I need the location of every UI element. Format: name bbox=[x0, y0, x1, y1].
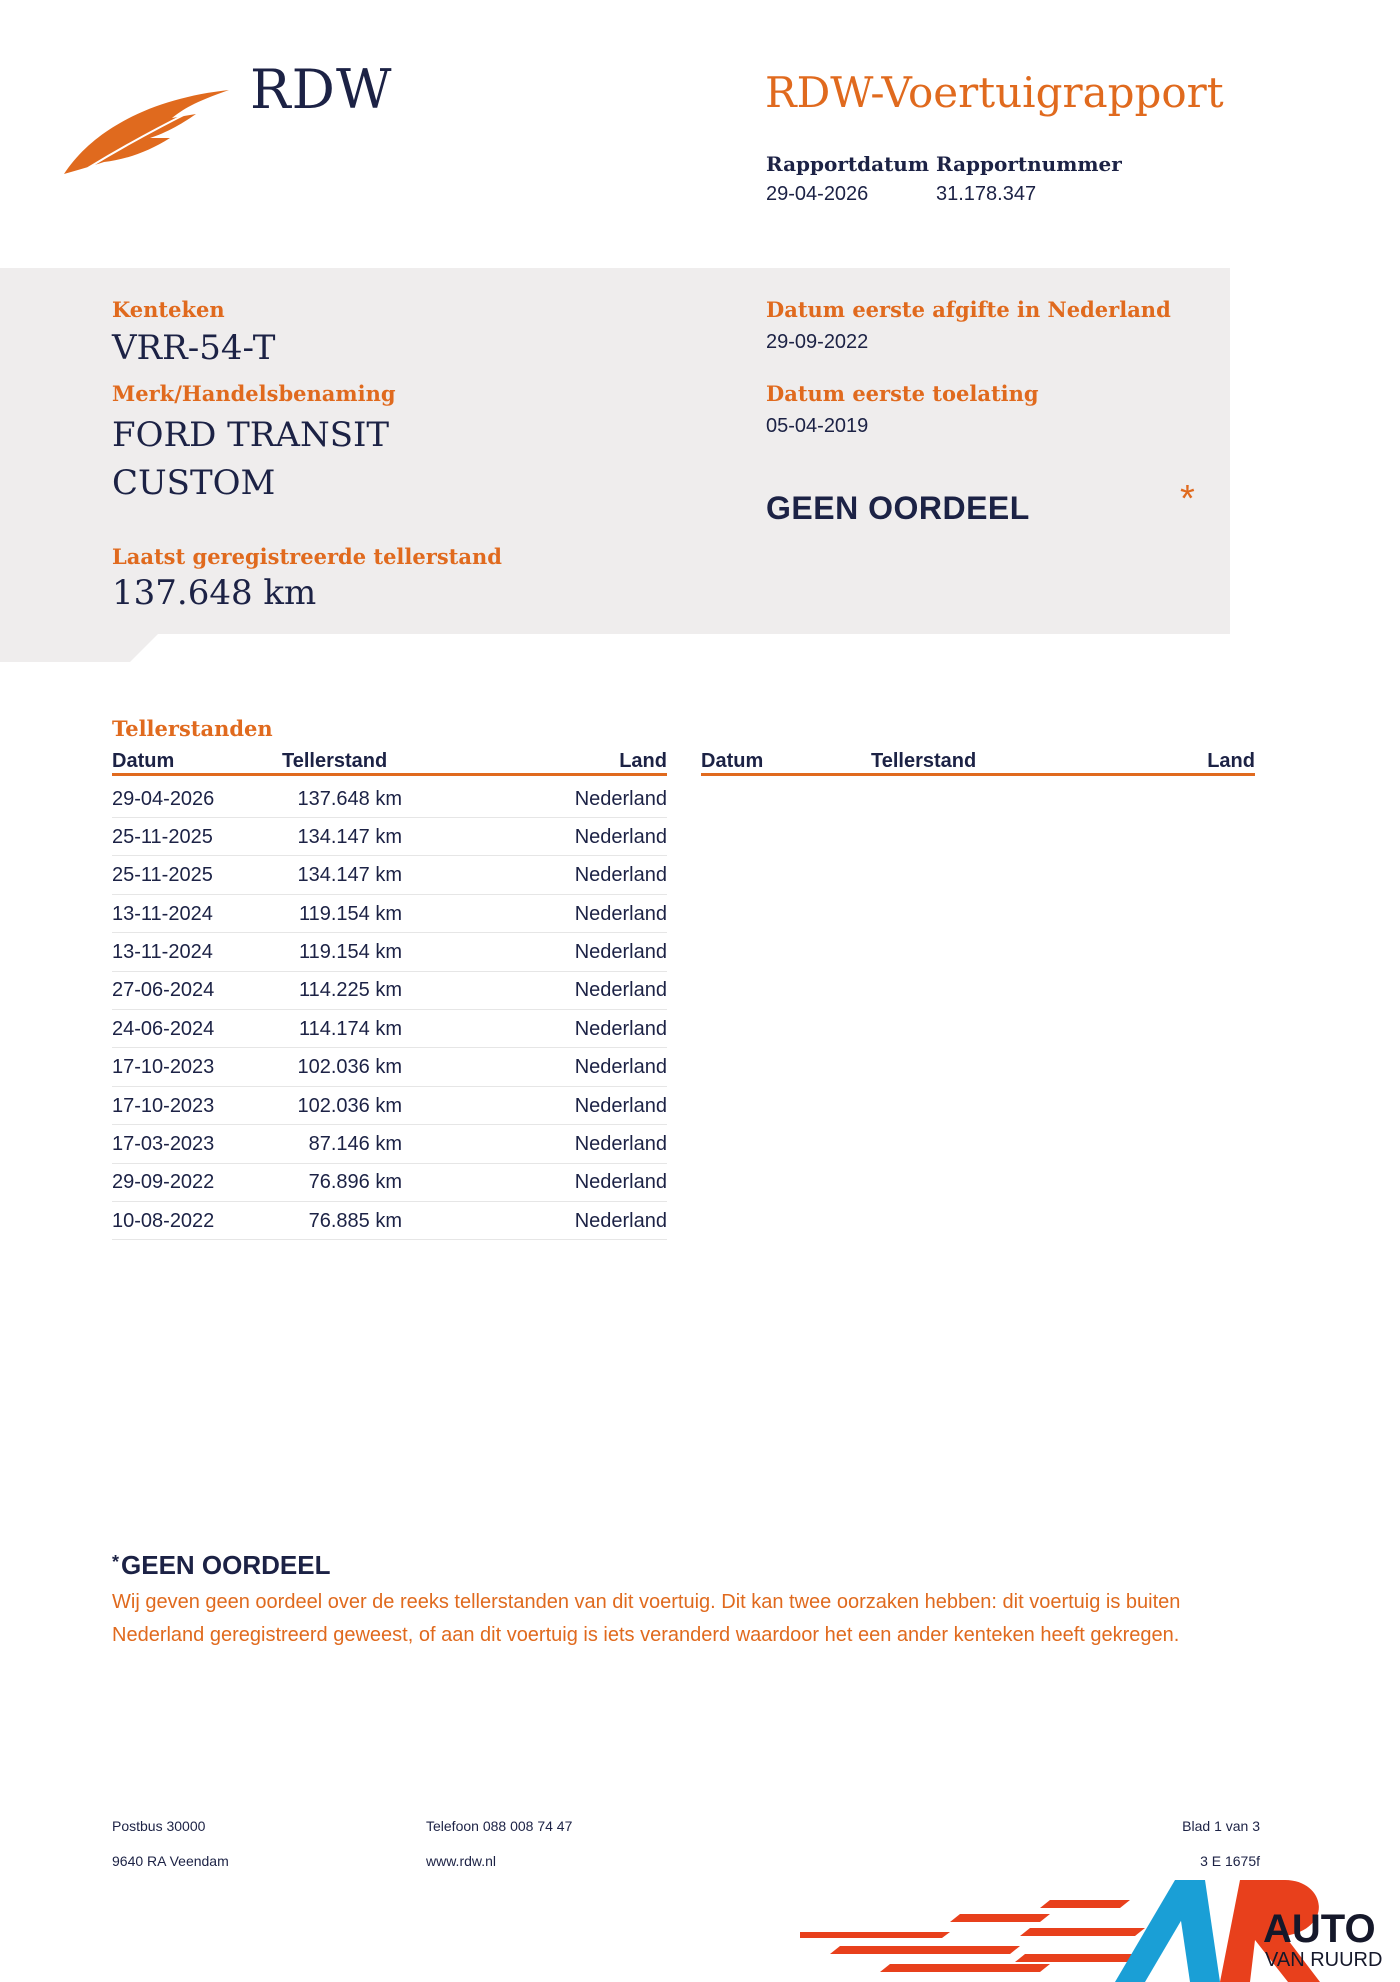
reading-km: 114.225 km bbox=[298, 979, 402, 1002]
footnote-text: Wij geven geen oordeel over de reeks tellerstanden van dit voertuig. Dit kan twee oorzaken hebben: dit voertuig is buiten Nederland geregistreerd geweest, of aan dit voertuig is iets veranderd waardoor het een ander kenteken heeft gekregen. bbox=[112, 1591, 1181, 1646]
table-row bbox=[112, 1127, 667, 1164]
reading-date: 29-04-2026 bbox=[112, 787, 215, 810]
reading-km: 137.648 km bbox=[297, 787, 402, 810]
footer-phone: Telefoon 088 008 74 47 bbox=[426, 1818, 573, 1834]
dealer-word-van-ruurd: VAN RUURD bbox=[1265, 1949, 1383, 1971]
reading-country: Nederland bbox=[574, 1209, 667, 1232]
verdict-footnote-marker: * bbox=[1180, 478, 1195, 520]
auto-van-ruurd-logo-icon bbox=[800, 1870, 1400, 1982]
odometer-verdict: GEEN OORDEEL bbox=[766, 490, 1030, 526]
reading-country: Nederland bbox=[574, 864, 667, 887]
reading-country: Nederland bbox=[574, 787, 667, 810]
reading-date: 25-11-2025 bbox=[112, 825, 213, 848]
table-row bbox=[112, 858, 667, 895]
readings-section-title: Tellerstanden bbox=[112, 716, 273, 741]
reading-country: Nederland bbox=[574, 1171, 667, 1194]
odometer-value: 137.648 km bbox=[112, 573, 317, 613]
header-rule bbox=[112, 773, 667, 776]
first-nl-registration-label: Datum eerste afgifte in Nederland bbox=[766, 297, 1171, 322]
table-row bbox=[112, 781, 667, 818]
report-title: RDW-Voertuigrapport bbox=[765, 68, 1224, 117]
reading-date: 13-11-2024 bbox=[112, 902, 213, 925]
reading-km: 119.154 km bbox=[298, 902, 402, 925]
first-admission-value: 05-04-2019 bbox=[766, 415, 869, 437]
report-number-value: 31.178.347 bbox=[936, 183, 1037, 205]
reading-country: Nederland bbox=[574, 1094, 667, 1117]
reading-km: 114.174 km bbox=[298, 1017, 402, 1040]
footnote-title bbox=[112, 1550, 331, 1581]
footer-address-line1: Postbus 30000 bbox=[112, 1818, 206, 1834]
reading-date: 25-11-2025 bbox=[112, 864, 213, 887]
make-label: Merk/Handelsbenaming bbox=[112, 381, 396, 406]
panel-notch bbox=[0, 632, 160, 662]
readings-table-body bbox=[112, 781, 667, 1242]
reading-km: 102.036 km bbox=[297, 1094, 402, 1117]
col-header-date-right: Datum bbox=[701, 750, 764, 772]
footer-document-code: 3 E 1675f bbox=[1200, 1853, 1260, 1869]
reading-country: Nederland bbox=[574, 902, 667, 925]
reading-km: 102.036 km bbox=[297, 1056, 402, 1079]
report-date-label: Rapportdatum bbox=[766, 152, 930, 176]
table-row bbox=[112, 1050, 667, 1087]
reading-date: 17-03-2023 bbox=[112, 1133, 215, 1156]
col-header-country-right: Land bbox=[1207, 750, 1255, 772]
odometer-label: Laatst geregistreerde tellerstand bbox=[112, 544, 502, 569]
footnote-title-text: GEEN OORDEEL bbox=[121, 1550, 331, 1580]
table-row bbox=[112, 819, 667, 856]
table-row bbox=[112, 1088, 667, 1125]
footer-address-line2: 9640 RA Veendam bbox=[112, 1853, 229, 1869]
header-rule-right bbox=[701, 773, 1255, 776]
report-number-label: Rapportnummer bbox=[936, 152, 1122, 176]
rdw-wordmark: RDW bbox=[250, 58, 393, 121]
footer-page-number: Blad 1 van 3 bbox=[1182, 1818, 1260, 1834]
table-row bbox=[112, 973, 667, 1010]
table-row bbox=[112, 1011, 667, 1048]
first-admission-label: Datum eerste toelating bbox=[766, 381, 1039, 406]
reading-country: Nederland bbox=[574, 1133, 667, 1156]
reading-date: 17-10-2023 bbox=[112, 1094, 215, 1117]
report-date-value: 29-04-2026 bbox=[766, 183, 869, 205]
reading-date: 24-06-2024 bbox=[112, 1017, 215, 1040]
reading-country: Nederland bbox=[574, 979, 667, 1002]
rdw-feather-logo-icon bbox=[64, 88, 234, 178]
make-value-line1: FORD TRANSIT bbox=[112, 415, 390, 455]
reading-date: 29-09-2022 bbox=[112, 1171, 215, 1194]
table-row bbox=[112, 896, 667, 933]
footnote-marker: * bbox=[112, 1552, 120, 1572]
footer-website-link[interactable]: www.rdw.nl bbox=[426, 1853, 497, 1869]
col-header-date: Datum bbox=[112, 750, 175, 772]
plate-label: Kenteken bbox=[112, 297, 225, 322]
reading-km: 87.146 km bbox=[308, 1133, 402, 1156]
table-row bbox=[112, 1203, 667, 1240]
col-header-reading-right: Tellerstand bbox=[871, 750, 977, 772]
reading-date: 10-08-2022 bbox=[112, 1209, 215, 1232]
reading-country: Nederland bbox=[574, 1017, 667, 1040]
reading-country: Nederland bbox=[574, 941, 667, 964]
reading-country: Nederland bbox=[574, 1056, 667, 1079]
table-row bbox=[112, 1165, 667, 1202]
dealer-word-auto: AUTO bbox=[1263, 1907, 1376, 1951]
reading-km: 76.896 km bbox=[308, 1171, 402, 1194]
reading-km: 76.885 km bbox=[308, 1209, 402, 1232]
col-header-country: Land bbox=[619, 750, 667, 772]
make-value-line2: CUSTOM bbox=[112, 463, 276, 503]
reading-km: 134.147 km bbox=[297, 864, 402, 887]
first-nl-registration-value: 29-09-2022 bbox=[766, 331, 869, 353]
reading-date: 27-06-2024 bbox=[112, 979, 215, 1002]
col-header-reading: Tellerstand bbox=[282, 750, 388, 772]
reading-km: 119.154 km bbox=[298, 941, 402, 964]
reading-km: 134.147 km bbox=[297, 825, 402, 848]
plate-value: VRR-54-T bbox=[112, 328, 276, 368]
table-row bbox=[112, 935, 667, 972]
reading-country: Nederland bbox=[574, 825, 667, 848]
reading-date: 13-11-2024 bbox=[112, 941, 213, 964]
reading-date: 17-10-2023 bbox=[112, 1056, 215, 1079]
